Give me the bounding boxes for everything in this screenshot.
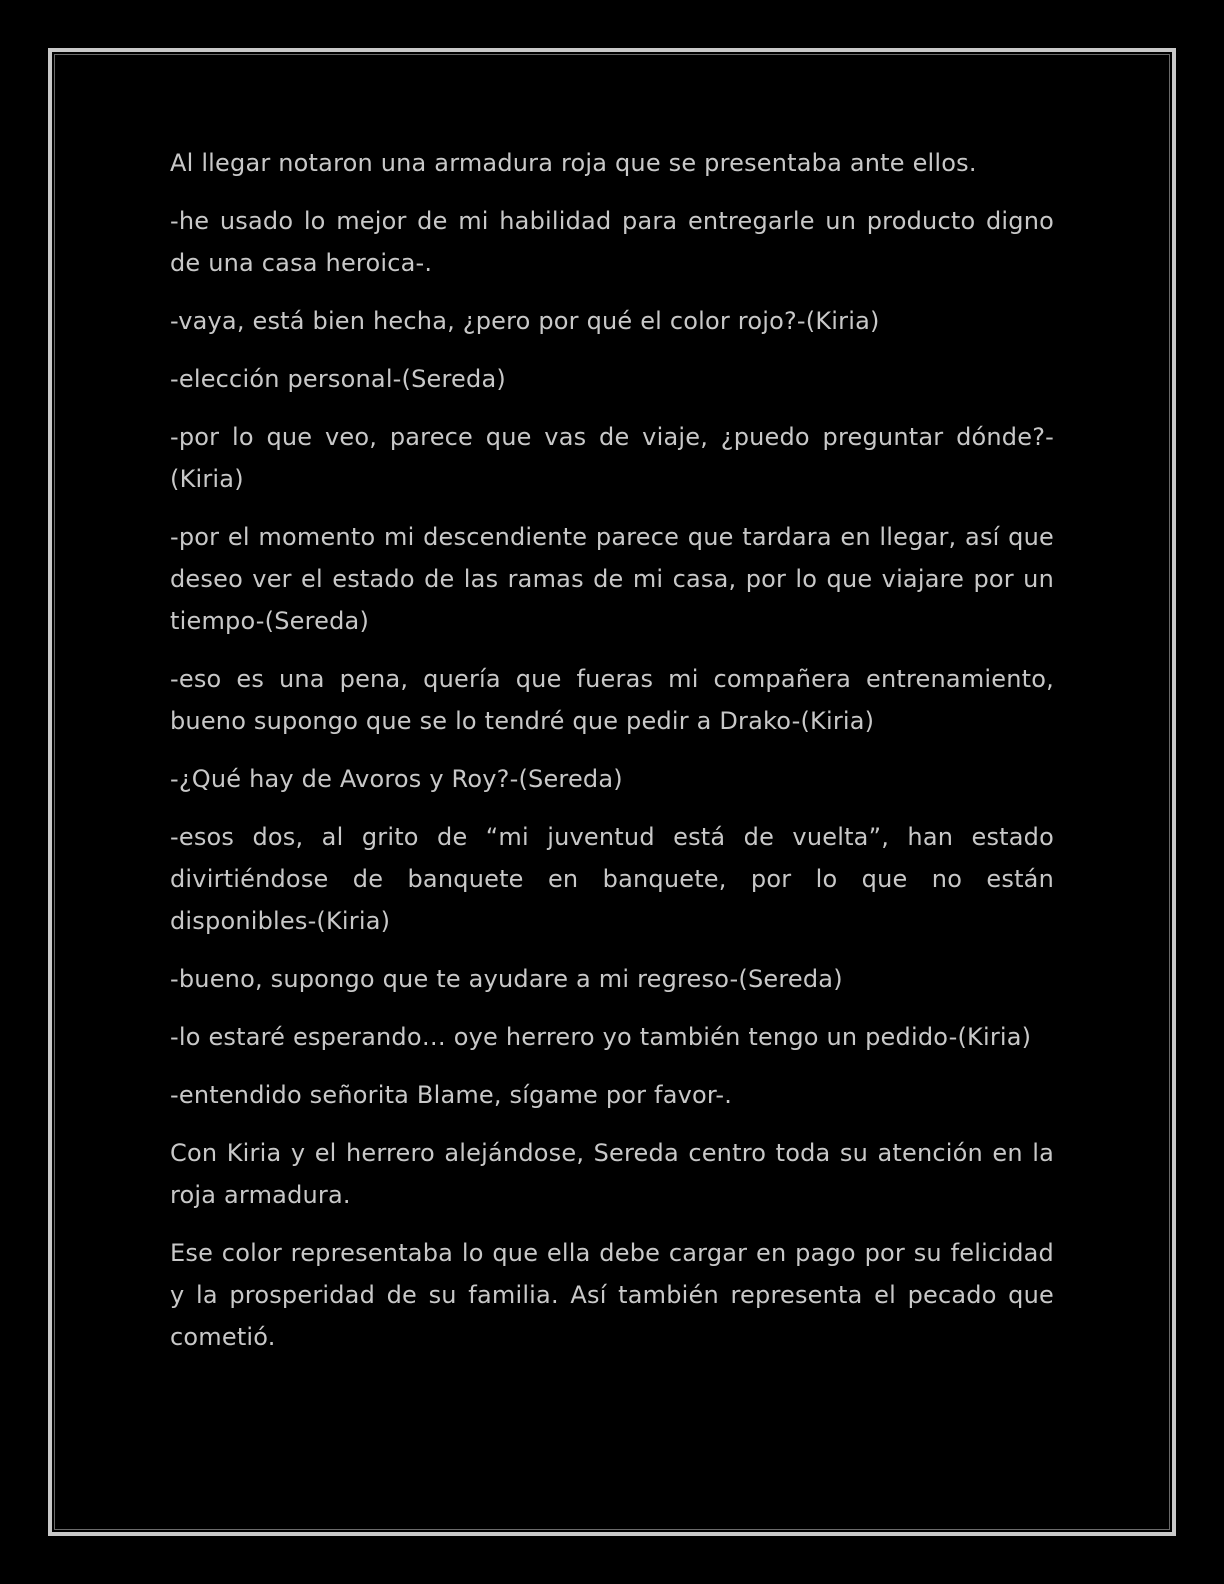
- paragraph-1: Al llegar notaron una armadura roja que se presentaba ante ellos.: [170, 149, 977, 177]
- paragraph-8: -¿Qué hay de Avoros y Roy?-(Sereda): [170, 765, 623, 793]
- paragraph-5: -por lo que veo, parece que vas de viaje, ¿puedo preguntar dónde?-(Kiria): [170, 423, 1054, 493]
- paragraph-2: -he usado lo mejor de mi habilidad para entregarle un producto digno de una casa heroica-.: [170, 207, 1054, 277]
- paragraph-7: -eso es una pena, quería que fueras mi compañera entrenamiento, bueno supongo que se lo tendré que pedir a Drako-(Kiria): [170, 665, 1054, 735]
- paragraph-4: -elección personal-(Sereda): [170, 365, 506, 393]
- paragraph-12: -entendido señorita Blame, sígame por favor-.: [170, 1081, 733, 1109]
- document-body: [170, 142, 1054, 1374]
- paragraph-14: Ese color representaba lo que ella debe cargar en pago por su felicidad y la prosperidad de su familia. Así también representa el pecado que cometió.: [170, 1239, 1054, 1351]
- paragraph-10: -bueno, supongo que te ayudare a mi regreso-(Sereda): [170, 965, 843, 993]
- paragraph-11: -lo estaré esperando… oye herrero yo también tengo un pedido-(Kiria): [170, 1023, 1032, 1051]
- paragraph-6: -por el momento mi descendiente parece que tardara en llegar, así que deseo ver el estado de las ramas de mi casa, por lo que viajare por un tiempo-(Sereda): [170, 523, 1054, 635]
- paragraph-9: -esos dos, al grito de “mi juventud está de vuelta”, han estado divirtiéndose de banquete en banquete, por lo que no están disponibles-(Kiria): [170, 823, 1054, 935]
- paragraph-3: -vaya, está bien hecha, ¿pero por qué el color rojo?-(Kiria): [170, 307, 880, 335]
- paragraph-13: Con Kiria y el herrero alejándose, Sereda centro toda su atención en la roja armadura.: [170, 1139, 1054, 1209]
